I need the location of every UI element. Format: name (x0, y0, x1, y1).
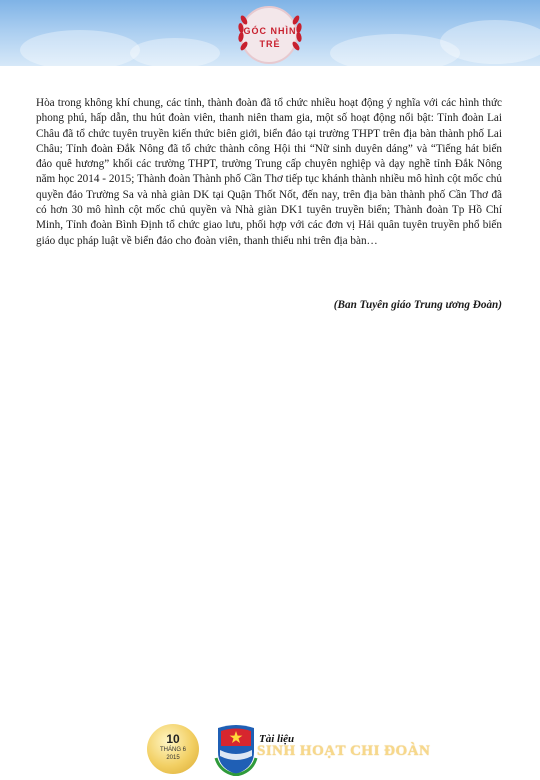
logo-text-line2: TRẺ (259, 39, 281, 49)
page-number: 10 (166, 732, 180, 746)
article-paragraph: Hòa trong không khí chung, các tỉnh, thành đoàn đã tổ chức nhiều hoạt động ý nghĩa với các hình thức phong phú, hấp dẫn, thu hút đoàn viên, thanh niên tham gia, một số hoạt động nổi bật: Tỉnh đoàn Lai Châu đã tổ chức tuyên truyền kiến thức biên giới, biển đảo tại trường THPT trên địa bàn thành phố Lai Châu; Tỉnh đoàn Đắk Nông đã tổ chức thành công Hội thi “Nữ sinh duyên dáng” và “Tiếng hát biển đảo quê hương” khối các trường THPT, trường Trung cấp chuyên nghiệp và dạy nghề tỉnh Đắk Nông năm học 2014 - 2015; Thành đoàn Thành phố Cần Thơ tiếp tục khánh thành nhiều mô hình cột mốc chủ quyền đảo Trường Sa và nhà giàn DK tại Quận Thốt Nốt, đến nay, trên địa bàn thành phố Cần Thơ đã có hơn 30 mô hình cột mốc chủ quyền và Nhà giàn DK1 tuyên truyền biển; Thành đoàn Tp Hồ Chí Minh, Tỉnh đoàn Bình Định tổ chức giao lưu, phối hợp với các đơn vị Hải quân tuyên truyền phổ biến giáo dục pháp luật về biển đảo cho đoàn viên, thanh thiếu nhi trên địa bàn… (36, 97, 502, 247)
header-banner (0, 0, 540, 66)
goc-nhin-tre-logo (224, 6, 316, 62)
article-attribution: (Ban Tuyên giáo Trung ương Đoàn) (333, 299, 502, 311)
issue-year: 2015 (166, 755, 180, 761)
article-body (36, 96, 502, 249)
issue-month: THÁNG 6 (159, 747, 186, 753)
youth-union-emblem-icon (214, 722, 258, 776)
page-number-badge (147, 724, 199, 774)
logo-text-line1: GÓC NHÌN (243, 26, 297, 36)
footer-subtitle: Tài liệu (259, 733, 295, 745)
footer-title: SINH HOẠT CHI ĐOÀN (257, 743, 431, 759)
